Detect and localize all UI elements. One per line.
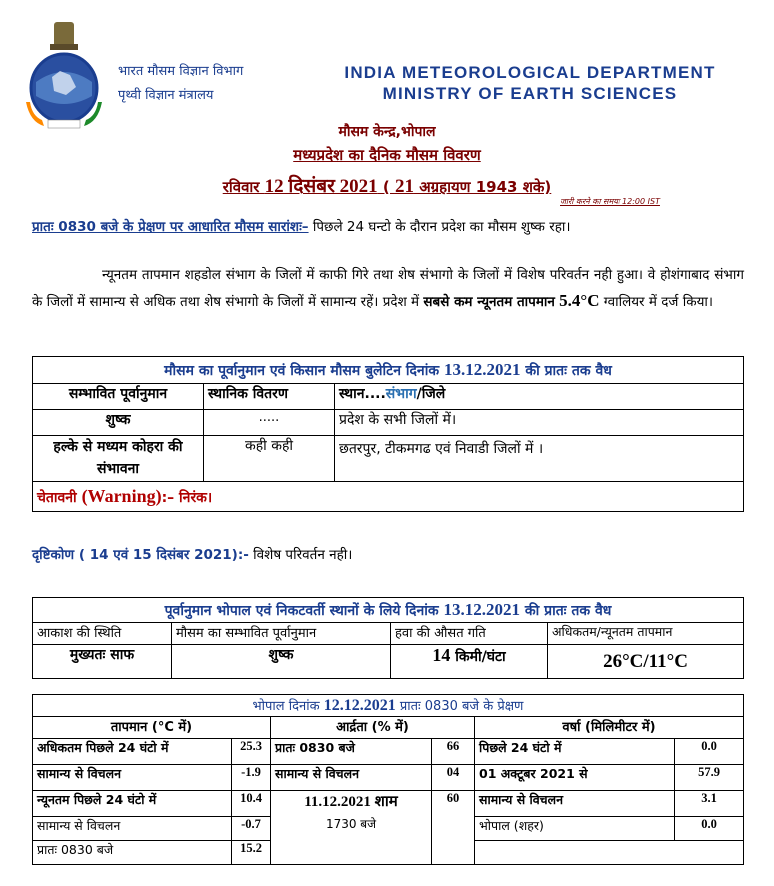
obs-hum-value: 04 <box>432 765 475 791</box>
observation-table <box>32 694 744 865</box>
obs-temp-value: 15.2 <box>232 841 271 865</box>
obs-rain-label: 01 अक्टूबर 2021 से <box>475 765 675 791</box>
warning-row <box>33 482 744 512</box>
obs-title-a: भोपाल दिनांक <box>252 699 324 714</box>
obs-rain-value: 57.9 <box>675 765 744 791</box>
date-mid: ( <box>377 178 395 196</box>
summary-text-3: ग्वालियर में दर्ज किया। <box>599 294 714 310</box>
obs-h-rain: वर्षा (मिलिमीटर में) <box>475 717 744 739</box>
obs-temp-value: 25.3 <box>232 739 271 765</box>
warning-b: (Warning) <box>81 486 162 506</box>
bhopal-forecast-title <box>33 598 744 623</box>
date-suffix: अग्रहायण 1943 शके) <box>413 178 552 196</box>
obs-h-hum: आर्द्रता (% में) <box>271 717 475 739</box>
center-name: मौसम केन्द्र,भोपाल <box>338 124 436 140</box>
bf-title-b: की प्रातः तक वैध <box>519 603 612 619</box>
row1-forecast: शुष्क <box>33 410 204 436</box>
outlook-label: दृष्टिकोण ( 14 एवं 15 दिसंबर 2021):- <box>32 547 249 563</box>
english-department-name <box>305 62 755 104</box>
bf-wind-unit: किमी/घंटा <box>450 649 506 665</box>
summary-bold: सबसे कम न्यूनतम तापमान <box>423 294 555 310</box>
obs-hum-evening-b: 1730 बजे <box>325 817 377 831</box>
bhopal-forecast-table <box>32 597 744 679</box>
en-ministry-line: MINISTRY OF EARTH SCIENCES <box>382 84 678 103</box>
imd-logo <box>22 22 106 132</box>
obs-temp-value: 10.4 <box>232 791 271 817</box>
forecast-table-title <box>33 357 744 384</box>
date-main: 12 दिसंबर 2021 <box>264 176 378 197</box>
warning-c: :– निरंक। <box>161 490 213 506</box>
col-place-c: /जिले <box>416 386 446 402</box>
obs-title <box>33 695 744 717</box>
bf-wind-num: 14 <box>432 645 451 665</box>
summary-label: प्रातः 0830 बजे के प्रेक्षण पर आधारित मौसम सारांशः– <box>32 219 309 235</box>
obs-title-date: 12.12.2021 <box>323 697 396 714</box>
summary-paragraph-1 <box>32 214 744 240</box>
bf-h-sky: आकाश की स्थिति <box>33 623 172 645</box>
obs-temp-value: -1.9 <box>232 765 271 791</box>
obs-rain-label: पिछले 24 घंटो में <box>475 739 675 765</box>
summary-text-1: पिछले 24 घन्टो के दौरान प्रदेश का मौसम शुष्क रहा। <box>308 219 571 235</box>
row2-distribution: कही कही <box>204 436 335 482</box>
bf-title-a: पूर्वानुमान भोपाल एवं निकटवर्ती स्थानों के लिये दिनांक <box>164 603 444 619</box>
forecast-title-a: मौसम का पूर्वानुमान एवं किसान मौसम बुलेटिन दिनांक <box>164 363 444 379</box>
obs-rain-value: 3.1 <box>675 791 744 817</box>
hindi-ministry-line: पृथ्वी विज्ञान मंत्रालय <box>118 88 214 103</box>
bf-sky: मुख्यतः साफ <box>33 645 172 679</box>
obs-temp-label: न्यूनतम पिछले 24 घंटो में <box>33 791 232 817</box>
col-forecast-header: सम्भावित पूर्वानुमान <box>33 384 204 410</box>
bf-temp: 26°C/11°C <box>548 645 744 679</box>
row1-distribution: ..... <box>204 410 335 436</box>
bf-title-date: 13.12.2021 <box>443 600 520 619</box>
obs-rain-label: भोपाल (शहर) <box>475 817 675 841</box>
hindi-dept-line: भारत मौसम विज्ञान विभाग <box>118 64 244 79</box>
obs-hum-label: सामान्य से विचलन <box>271 765 432 791</box>
obs-temp-label: सामान्य से विचलन <box>33 817 232 841</box>
warning-a: चेतावनी <box>37 490 82 506</box>
forecast-title-date: 13.12.2021 <box>443 360 521 379</box>
date-prefix: रविवार <box>222 178 265 196</box>
obs-title-b: प्रातः 0830 बजे के प्रेक्षण <box>395 699 524 714</box>
hindi-department-name <box>118 60 243 108</box>
obs-temp-value: -0.7 <box>232 817 271 841</box>
col-place-header <box>335 384 744 410</box>
summary-temp: 5.4°C <box>554 291 600 310</box>
bf-h-weather: मौसम का सम्भावित पूर्वानुमान <box>172 623 391 645</box>
report-date <box>0 172 774 198</box>
col-distribution-header: स्थानिक वितरण <box>204 384 335 410</box>
obs-temp-label: अधिकतम पिछले 24 घंटो में <box>33 739 232 765</box>
obs-rain-value: 0.0 <box>675 739 744 765</box>
obs-temp-label: प्रातः 0830 बजे <box>33 841 232 865</box>
summary-text-2: न्यूनतम तापमान शहडोल संभाग के जिलों में काफी गिरे तथा शेष संभागो के जिलों में विशेष परिवर्तन नही हुआ। वे होशंगाबाद संभाग के जिलों में सामान्य से अधिक तथा शेष संभागो के जिलों में सामान्य रहें। प्रदेश में <box>32 267 744 310</box>
obs-h-temp: तापमान (°C में) <box>33 717 271 739</box>
row2-place: छतरपुर, टीकमगढ एवं निवाडी जिलों में । <box>335 436 744 482</box>
row2-forecast: हल्के से मध्यम कोहरा की संभावना <box>33 436 204 482</box>
obs-empty-cell <box>475 841 744 865</box>
bf-h-temp: अधिकतम/न्यूनतम तापमान <box>548 623 744 645</box>
bf-wind <box>391 645 548 679</box>
outlook <box>32 545 352 563</box>
date-num: 21 <box>394 176 414 197</box>
obs-temp-label: सामान्य से विचलन <box>33 765 232 791</box>
obs-hum-label: प्रातः 0830 बजे <box>271 739 432 765</box>
summary-paragraph-2 <box>32 262 744 315</box>
forecast-title-b: की प्रातः तक वैध <box>520 363 612 379</box>
obs-rain-value: 0.0 <box>675 817 744 841</box>
forecast-table <box>32 356 744 512</box>
report-title: मध्यप्रदेश का दैनिक मौसम विवरण <box>293 146 481 164</box>
obs-hum-evening-label <box>271 791 432 865</box>
row1-place: प्रदेश के सभी जिलों में। <box>335 410 744 436</box>
bf-h-wind: हवा की औसत गति <box>391 623 548 645</box>
bf-weather: शुष्क <box>172 645 391 679</box>
outlook-text: विशेष परिवर्तन नही। <box>248 547 353 563</box>
en-dept-line: INDIA METEOROLOGICAL DEPARTMENT <box>344 63 716 82</box>
obs-hum-evening-a: 11.12.2021 शाम <box>304 794 398 810</box>
col-place-a: स्थान.... <box>339 386 386 402</box>
col-place-b: संभाग <box>385 386 417 402</box>
obs-hum-value: 60 <box>432 791 475 865</box>
obs-rain-label: सामान्य से विचलन <box>475 791 675 817</box>
issue-time: जारी करने का समयः 12:00 IST <box>560 197 660 206</box>
obs-hum-value: 66 <box>432 739 475 765</box>
